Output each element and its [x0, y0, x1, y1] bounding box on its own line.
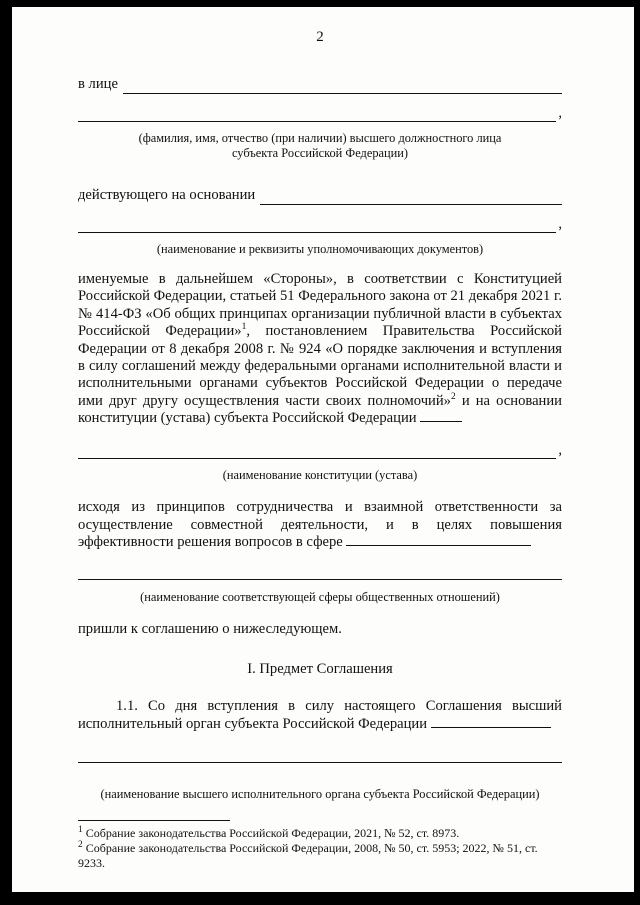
para-1-1-text: 1.1. Со дня вступления в силу настоящего Соглашения высший исполнительный орган субъекта Российской Федерации: [78, 698, 562, 732]
footnote-1-ref: 1: [78, 824, 83, 835]
acting-label: действующего на основании: [78, 187, 256, 204]
blank-line: [346, 543, 531, 546]
blank-line: [78, 443, 556, 459]
blank-line-row: [78, 747, 562, 763]
blank-line: [78, 564, 562, 580]
principles-paragraph: [78, 499, 562, 551]
footnote-1-text: Собрание законодательства Российской Федерации, 2021, № 52, ст. 8973.: [82, 825, 460, 840]
blank-line: [78, 106, 556, 122]
preamble-part1: именуемые в дальнейшем «Стороны», в соответствии с Конституцией Российской Федерации, статьей 51 Федерального закона от 21 декабря 2021 г. № 414-ФЗ «Об общих принципах организации публичной власти в субъектах Российской Федерации»: [78, 271, 562, 340]
page-content: [12, 29, 634, 871]
acting-field-row: [78, 187, 562, 204]
person-caption-line2: субъекта Российской Федерации): [231, 146, 409, 161]
preamble-paragraph: [78, 271, 562, 428]
sphere-caption: (наименование соответствующей сферы общественных отношений): [140, 590, 500, 605]
preamble-part3: и на основании конституции (устава) субъекта Российской Федерации: [78, 392, 562, 427]
footnote-2-text: Собрание законодательства Российской Федерации, 2008, № 50, ст. 5953; 2022, № 51, ст. 9233.: [78, 840, 538, 870]
blank-line: [431, 725, 551, 728]
blank-line-row: [78, 216, 562, 233]
page-number: 2: [316, 29, 324, 45]
trailing-comma: ,: [558, 104, 562, 121]
footnote-2: [78, 841, 562, 871]
footnote-1: [78, 826, 562, 841]
trailing-comma: ,: [558, 441, 562, 458]
blank-line-row: [78, 105, 562, 122]
org-caption: (наименование высшего исполнительного органа субъекта Российской Федерации): [100, 786, 540, 801]
closing-line: пришли к соглашению о нижеследующем.: [78, 621, 342, 638]
in-face-label: в лице: [78, 76, 118, 93]
blank-line-row: [78, 564, 562, 580]
footnote-ref-1: 1: [241, 322, 247, 333]
blank-line: [123, 78, 562, 94]
blank-line: [260, 189, 562, 205]
footnote-2-ref: 2: [78, 839, 83, 850]
person-caption-line1: (фамилия, имя, отчество (при наличии) высшего должностного лица: [138, 131, 502, 146]
blank-line: [78, 217, 556, 233]
section-heading: I. Предмет Соглашения: [247, 660, 393, 677]
footnotes-block: [78, 820, 562, 871]
constitution-caption: (наименование конституции (устава): [222, 468, 418, 483]
trailing-comma: ,: [558, 215, 562, 232]
in-face-field-row: [78, 76, 562, 93]
docs-caption: (наименование и реквизиты уполномочивающих документов): [156, 242, 484, 257]
blank-line: [420, 419, 462, 422]
principles-text: исходя из принципов сотрудничества и взаимной ответственности за осуществление совместной деятельности, и в целях повышения эффективности решения вопросов в сфере: [78, 499, 562, 550]
para-1-1: [78, 698, 562, 733]
footnote-separator: [78, 820, 230, 821]
document-page: [12, 7, 634, 892]
footnote-ref-2: 2: [450, 392, 456, 403]
preamble-part2: , постановлением Правительства Российской Федерации от 8 декабря 2008 г. № 924 «О порядке заключения и вступления в силу соглашений между федеральными органами исполнительной власти и исполнительными органами субъектов Российской Федерации о передаче ими друг другу осуществления части своих полномочий»: [78, 323, 562, 409]
blank-line: [78, 747, 562, 763]
person-caption: [78, 131, 562, 161]
blank-line-row: [78, 442, 562, 459]
